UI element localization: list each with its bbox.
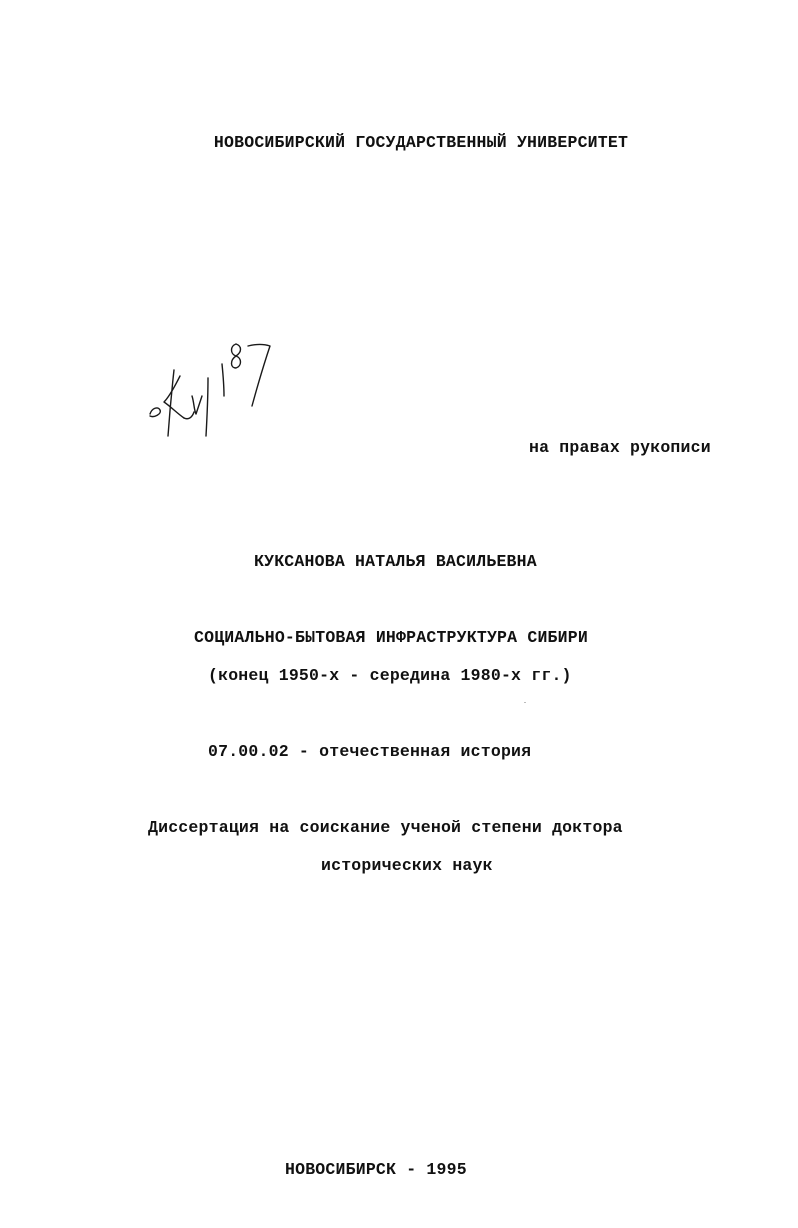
handwritten-signature [140,318,290,448]
author-name: КУКСАНОВА НАТАЛЬЯ ВАСИЛЬЕВНА [254,552,537,571]
university-name: НОВОСИБИРСКИЙ ГОСУДАРСТВЕННЫЙ УНИВЕРСИТЕТ [213,133,629,152]
degree-line-1: Диссертация на соискание ученой степени доктора [148,818,623,837]
dissertation-period: (конец 1950-х - середина 1980-х гг.) [208,666,572,685]
specialty-code: 07.00.02 - отечественная история [208,742,532,761]
dissertation-title: СОЦИАЛЬНО-БЫТОВАЯ ИНФРАСТРУКТУРА СИБИРИ [194,628,588,647]
scan-speck [524,702,526,703]
degree-line-2: исторических наук [321,856,493,875]
city-year: НОВОСИБИРСК - 1995 [285,1160,467,1179]
manuscript-note: на правах рукописи [529,438,711,457]
